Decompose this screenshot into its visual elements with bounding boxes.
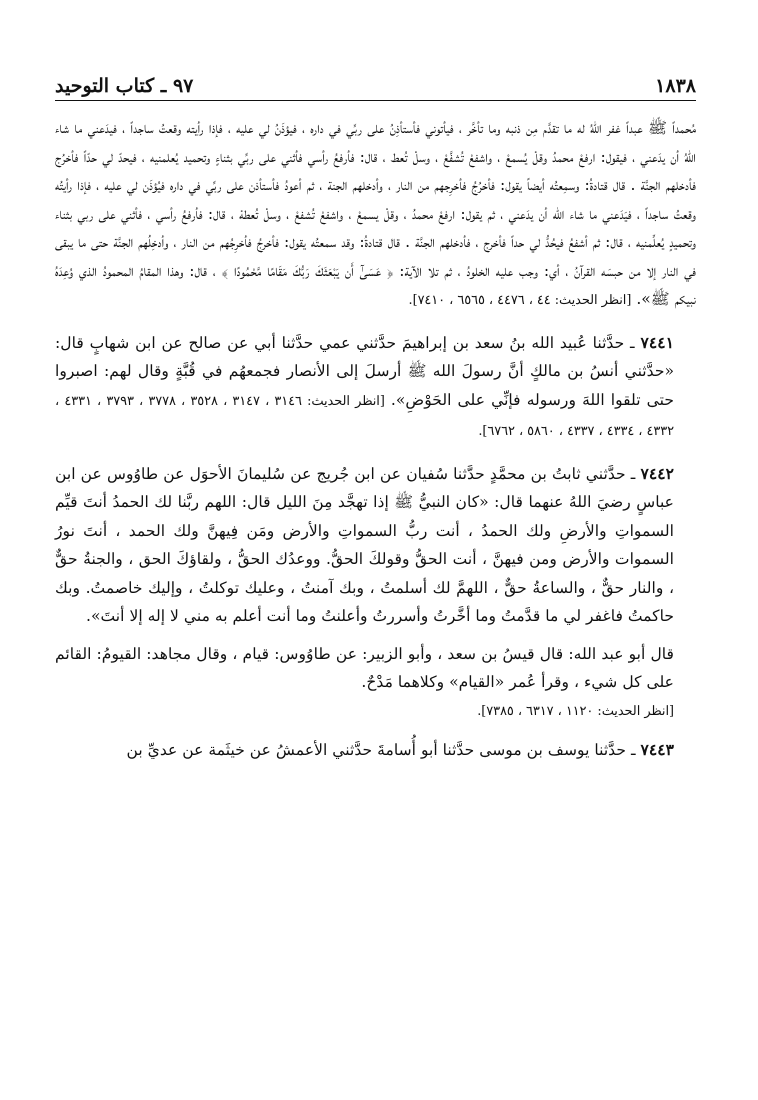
hadith-continuation	[55, 114, 696, 316]
page-number: ١٨٣٨	[655, 75, 696, 97]
reference-note: [انظر الحديث: ١١٢٠ ، ٦٣١٧ ، ٧٣٨٥].	[477, 703, 674, 719]
reference-note: [انظر الحديث: ٤٤ ، ٤٤٧٦ ، ٦٥٦٥ ، ٧٤١٠].	[408, 293, 632, 308]
page-header	[55, 70, 696, 101]
divider-space	[55, 447, 696, 460]
commentary: قال أبو عبد الله: قال قيسُ بن سعد ، وأبو الزبير: عن طاوُوس: قيام ، وقال مجاهد: القيومُ: القائم على كل شيء ، وقرأ عُمر «القيام» وكلاهما مَدْحٌ.	[55, 644, 674, 691]
divider-space	[55, 631, 696, 640]
hadith-number: ٧٤٤٢	[640, 463, 674, 483]
hadith-text: ـ حدَّثني ثابتُ بن محمَّدٍ حدَّثنا سُفيان عن ابن جُريج عن سُليمانَ الأحوَل عن طاوُوس عن ابن عباسٍ رضيَ اللهُ عنهما قال: «كان النبيُّ ﷺ إذا تهجَّد مِنَ الليل قال: اللهم ربَّنا لك الحمدُ أنتَ قيِّم السمواتِ والأرضِ ولك الحمدُ ، أنت ربُّ السمواتِ والأرض ومَن فِيهنَّ ولك الحمد ، أنتَ نورُ السموات والأرض ومن فيهنَّ ، أنت الحقُّ وقولكَ الحقُّ. ووعدُك الحقُّ ، ولقاؤكَ الحق ، والجنةُ حقٌّ ، والنار حقٌّ ، والساعةُ حقٌّ ، اللهمَّ لك أسلمتُ ، وبك آمنتُ ، وعليك توكلتُ ، وإليك خاصمتُ. وبك حاكمتُ فاغفر لي ما قدَّمتُ وما أخَّرتُ وأسررتُ وأعلنتُ وما أنت أعلم به مني لا إله إلا أنتَ».	[55, 464, 674, 625]
hadith-text: ـ حدَّثنا عُبيد الله بنُ سعد بن إبراهيمَ حدَّثني عمي حدَّثنا أبي عن صالح عن ابن شهابٍ قال: «حدَّثني أنسُ بن مالكٍ أنَّ رسولَ الله ﷺ أرسلَ إلى الأنصار فجمعهُم في قُبَّةٍ وقال لهم: اصبروا حتى تلقوا اللهَ ورسوله فإنِّي على الحَوْضِ».	[55, 333, 674, 409]
hadith-number: ٧٤٤١	[640, 332, 674, 352]
hadith-text: ـ حدَّثنا يوسف بن موسى حدَّثنا أبو أُسامةَ حدَّثني الأعمشُ عن خيثَمة عن عديِّ بن	[126, 740, 636, 759]
chapter-title: ٩٧ ـ كتاب التوحيد	[55, 75, 194, 97]
hadith-7441	[55, 329, 696, 447]
divider-space	[55, 723, 696, 736]
hadith-continuation-text: مُحمداً ﷺ عبداً غفر اللهُ له ما تقدَّم مِن ذنبه وما تأخَّر ، فيأتوني فأستأذِنُ على ربِّي في داره ، فيؤذَنُ لي عليه ، فإذا رأيته وقعتُ ساجداً ، فيدَعني ما شاء اللهُ أن يدَعني ، فيقول: ارفعْ محمدُ وقلْ يُسمعْ ، واشفعْ تُشفَّعْ ، وسلْ تُعط ، قال: فأرفعُ رأسي فأثني على ربِّي بثناءٍ وتحميد يُعلمنيه ، فيحدّ لي حدّاً فأخرُج فأدخلهم الجنَّة . قال قتادةُ: وسمِعتُه أيضاً يقول: فأخرُجُ فأخرِجهم من النار ، وأدخلهم الجنة ، ثم أعودُ فأستأذن على ربِّي في داره فيُؤذَن لي عليه ، فإذا رأيتُه وقعتُ ساجداً ، فيَدَعني ما شاء الله أن يدَعني ، ثم يقول: ارفعْ محمدُ ، وقلْ يسمعْ ، واشفعْ تُشفعْ ، وسلْ تُعطهْ ، قال: فأرفعُ رأسي ، فأثني على ربي بثناء وتحميدٍ يُعلِّمنيه ، قال: ثم أشفعُ فيحُدُّ لي حداً فأخرج ، فأدخلهم الجنَّة . قال قتادةُ: وقد سمعتُه يقول: فأخرجُ فأخرِجُهم من النار ، وأدخِلُهم الجنَّة حتى ما يبقى في النار إلا من حبسَه القرآنُ ، أي: وجب عليه الخلودُ ، ثم تلا الآية: ﴿ عَسَىٰٓ أَن يَبْعَثَكَ رَبُّكَ مَقَامًا مَّحْمُودًا ﴾ ، قال: وهذا المقامُ المحمودُ الذي وُعِدَهُ نبيكم ﷺ».	[55, 119, 696, 308]
hadith-7442	[55, 460, 696, 631]
reference-note: [انظر الحديث: ٣١٤٦ ، ٣١٤٧ ، ٣٥٢٨ ، ٣٧٧٨ ، ٣٧٩٣ ، ٤٣٣١ ، ٤٣٣٢ ، ٤٣٣٤ ، ٤٣٣٧ ، ٥٨٦٠ ، ٦٧٦٢].	[55, 393, 674, 439]
hadith-number: ٧٤٤٣	[640, 739, 674, 759]
divider-space	[55, 316, 696, 329]
hadith-7443	[55, 736, 696, 765]
page-body	[55, 114, 696, 764]
